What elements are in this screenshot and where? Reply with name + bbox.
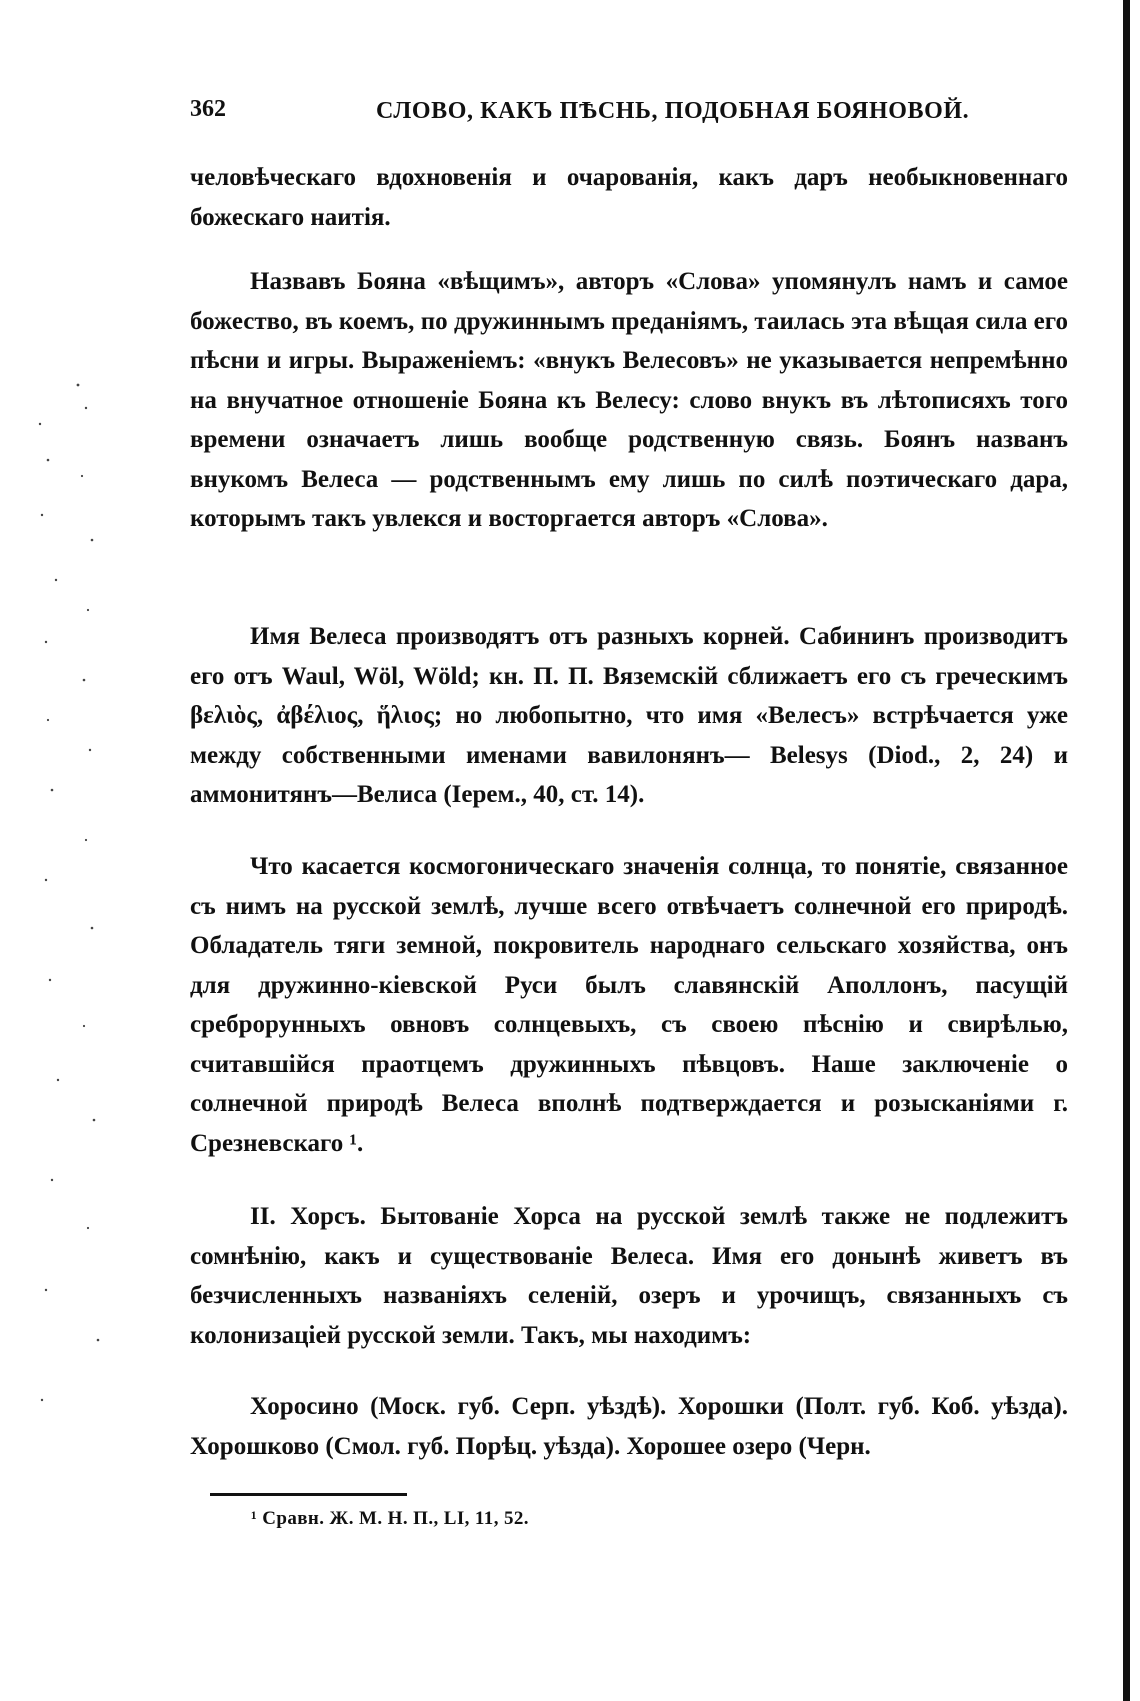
footnote: ¹ Сравн. Ж. М. Н. П., LI, 11, 52.: [251, 1508, 529, 1529]
paragraph-1: [190, 158, 1068, 237]
speck: [55, 579, 57, 581]
speck: [89, 749, 91, 751]
speck: [47, 459, 50, 462]
speck: [81, 475, 83, 477]
footnote-divider: [210, 1493, 407, 1496]
speck: [85, 407, 87, 409]
scan-speckles: [28, 380, 133, 1430]
paragraph-4: [190, 847, 1068, 1163]
paragraph-5: [190, 1197, 1068, 1355]
speck: [41, 514, 43, 516]
paragraph-text: Имя Велеса производятъ отъ разныхъ корней. Сабининъ производитъ его отъ Waul, Wöl, Wöld; кн. П. П. Вяземскій сближаетъ его съ греческимъ βελιὸς, ἀβέλιος, ἥλιος; но любопытно, что имя «Велесъ» встрѣчается уже между собственными именами вавилонянъ— Belesys (Diod., 2, 24) и аммонитянъ—Велиса (Іерем., 40, ст. 14).: [190, 623, 1068, 808]
paragraph-text: II. Хорсъ. Бытованіе Хорса на русской землѣ также не подлежитъ сомнѣнію, какъ и существованіе Велеса. Имя его донынѣ живетъ въ безчисленныхъ названіяхъ селеній, озеръ и урочищъ, связанныхъ съ колонизаціей русской земли. Такъ, мы находимъ:: [190, 1203, 1068, 1349]
page-number: 362: [190, 96, 226, 122]
speck: [41, 1399, 43, 1401]
page-header: [190, 96, 1070, 130]
speck: [91, 539, 94, 542]
speck: [45, 641, 47, 643]
speck: [83, 679, 86, 682]
paragraph-text: человѣческаго вдохновенія и очарованія, какъ даръ необыкновеннаго божескаго наитія.: [190, 164, 1068, 231]
paragraph-3: [190, 617, 1068, 815]
page-edge-shadow: [1123, 0, 1130, 1701]
paragraph-2: [190, 262, 1068, 539]
speck: [51, 789, 54, 792]
speck: [91, 927, 94, 930]
speck: [57, 1079, 59, 1081]
speck: [97, 1339, 100, 1342]
speck: [93, 1119, 96, 1122]
speck: [47, 719, 49, 721]
paragraph-text: Хоросино (Моск. губ. Серп. уѣздѣ). Хорошки (Полт. губ. Коб. уѣзда). Хорошково (Смол. губ. Порѣц. уѣзда). Хорошее озеро (Черн.: [190, 1393, 1068, 1460]
running-title: СЛОВО, КАКЪ ПѢСНЬ, ПОДОБНАЯ БОЯНОВОЙ.: [376, 98, 970, 124]
paragraph-text: Назвавъ Бояна «вѣщимъ», авторъ «Слова» упомянулъ намъ и самое божество, въ коемъ, по дружиннымъ преданіямъ, таилась эта вѣщая сила его пѣсни и игры. Выраженіемъ: «внукъ Велесовъ» не указывается непремѣнно на внучатное отношеніе Бояна къ Велесу: слово внукъ въ лѣтописяхъ того времени означаетъ лишь вообще родственную связь. Боянъ названъ внукомъ Велеса — родственнымъ ему лишь по силѣ поэтическаго дара, которымъ такъ увлекся и восторгается авторъ «Слова».: [190, 268, 1068, 532]
speck: [87, 609, 89, 611]
speck: [51, 1179, 53, 1181]
speck: [49, 979, 51, 981]
paragraph-text: Что касается космогоническаго значенія солнца, то понятіе, связанное съ нимъ на русской землѣ, лучше всего отвѣчаетъ солнечной его природѣ. Обладатель тяги земной, покровитель народнаго сельскаго хозяйства, онъ для дружинно-кіевской Руси былъ славянскій Аполлонъ, пасущій среброрунныхъ овновъ солнцевыхъ, съ своею пѣснію и свирѣлью, считавшійся праотцемъ дружинныхъ пѣвцовъ. Наше заключеніе о солнечной природѣ Велеса вполнѣ подтверждается и розысканіями г. Срезневскаго ¹.: [190, 853, 1068, 1157]
speck: [39, 423, 41, 425]
paragraph-6: [190, 1387, 1068, 1466]
speck: [87, 1227, 89, 1229]
speck: [83, 1025, 85, 1027]
speck: [85, 839, 87, 841]
speck: [45, 879, 47, 881]
speck: [45, 1289, 47, 1291]
speck: [77, 384, 80, 387]
